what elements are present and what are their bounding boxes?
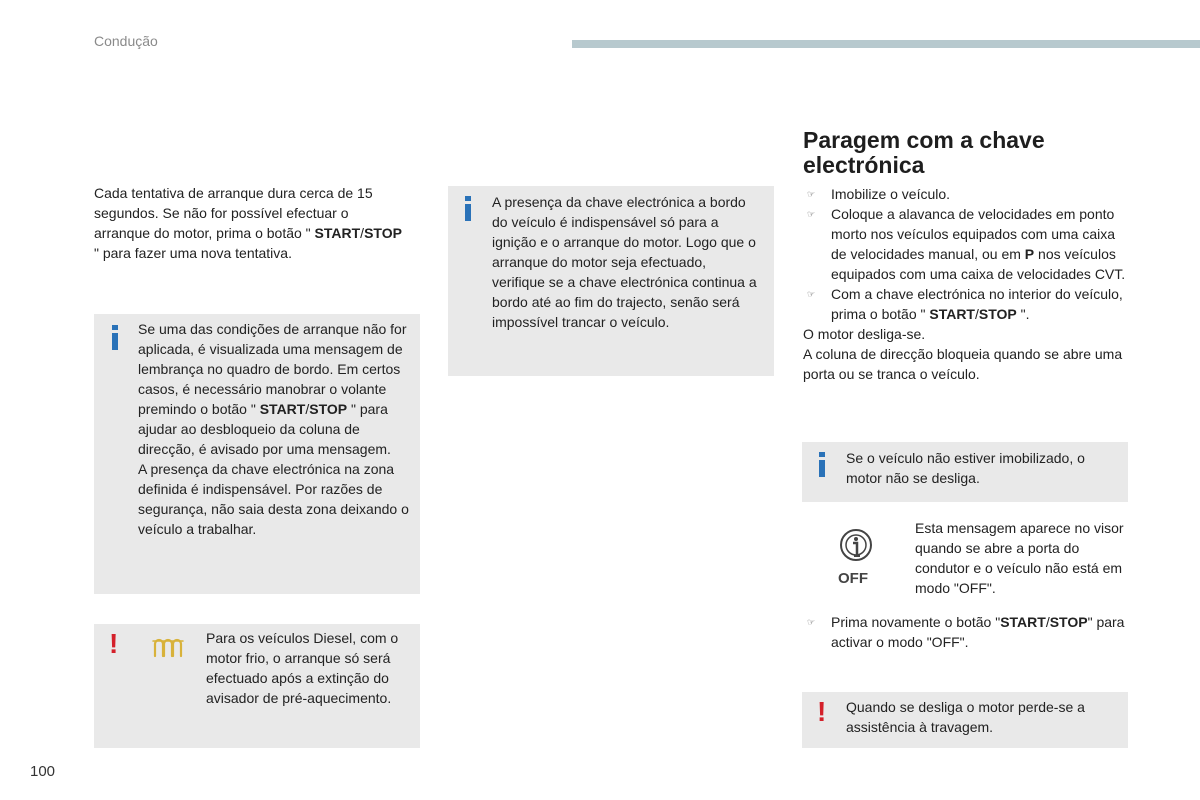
text: Prima novamente o botão ": [831, 614, 1001, 630]
slash: /: [360, 225, 365, 241]
info-icon: [818, 452, 827, 477]
start-label: START: [929, 306, 975, 322]
list-item: [803, 284, 1133, 324]
engine-off-text: O motor desliga-se.: [803, 326, 926, 342]
text: Com a chave electrónica no interior do veículo, prima o botão ": [831, 286, 1123, 322]
off-label: OFF: [838, 570, 868, 587]
warning-box-brake-assist-text: Quando se desliga o motor perde-se a assistência à travagem.: [846, 699, 1085, 735]
list-item: [803, 612, 1133, 652]
start-label: START: [1000, 614, 1046, 630]
info-icon: [111, 325, 120, 350]
info-box-key-presence-text: A presença da chave electrónica a bordo do veículo é indispensável só para a ignição e o arranque do motor. Logo que o arranque do motor seja efectuado, verifique se a chave electrónica continua a bordo até ao fim do trajecto, senão será impossível trancar o veículo.: [492, 194, 757, 330]
stop-label: STOP: [364, 225, 402, 241]
text: Cada tentativa de arranque dura cerca de 15 segundos. Se não for possível efectuar o arranque do motor, prima o botão ": [94, 185, 373, 241]
start-attempt-paragraph: [94, 183, 404, 263]
slash: /: [1045, 614, 1050, 630]
procedure-list-2: [803, 612, 1133, 652]
start-label: START: [314, 225, 361, 241]
section-heading: Paragem com a chave electrónica: [803, 127, 1045, 178]
text: " para ajudar ao desbloqueio da coluna de direcção, é avisado por uma mensagem.: [138, 401, 391, 457]
stop-label: STOP: [1049, 614, 1088, 630]
procedure-list: [803, 184, 1133, 384]
list-item: [803, 184, 1133, 204]
text: " para activar o modo "OFF".: [831, 614, 1125, 650]
slash: /: [974, 306, 979, 322]
warning-icon: !: [817, 696, 827, 727]
steering-lock-text: A coluna de direcção bloqueia quando se abre uma porta ou se tranca o veículo.: [803, 346, 1123, 382]
preheating-lamp-icon: [152, 638, 184, 658]
slash: /: [305, 401, 310, 417]
info-icon: [464, 196, 473, 221]
text: Se uma das condições de arranque não for aplicada, é visualizada uma mensagem de lembrança no quadro de bordo. Em certos casos, é necessário manobrar o volante premindo o botão ": [138, 321, 407, 417]
arrow-bullet-icon: ☞: [807, 209, 816, 219]
text: Coloque a alavanca de velocidades em ponto morto nos veículos equipados com uma caixa de velocidades manual, ou em: [831, 206, 1116, 262]
off-message-text: Esta mensagem aparece no visor quando se abre a porta do condutor e o veículo não está em modo "OFF".: [915, 520, 1124, 596]
stop-label: STOP: [309, 401, 348, 417]
text: Imobilize o veículo.: [831, 186, 951, 202]
list-item: [803, 204, 1133, 284]
arrow-bullet-icon: ☞: [807, 189, 816, 199]
stop-label: STOP: [978, 306, 1017, 322]
section-title: Condução: [94, 33, 158, 49]
arrow-bullet-icon: ☞: [807, 617, 816, 627]
text: " para fazer uma nova tentativa.: [94, 245, 292, 261]
page-number: 100: [30, 763, 56, 780]
warning-box-diesel-text: Para os veículos Diesel, com o motor frio, o arranque só será efectuado após a extinção do avisador de pré-aquecimento.: [206, 630, 399, 706]
start-label: START: [259, 401, 306, 417]
header-bar: [572, 40, 1200, 48]
info-box-start-conditions-text: [138, 319, 410, 539]
text: A presença da chave electrónica na zona definida é indispensável. Por razões de segurança, não saia desta zona deixando o veículo a trabalhar.: [138, 461, 409, 537]
arrow-bullet-icon: ☞: [807, 289, 816, 299]
info-box-not-immobilised-text: Se o veículo não estiver imobilizado, o motor não se desliga.: [846, 450, 1085, 486]
off-message-icon: [832, 526, 880, 564]
text: ".: [1016, 306, 1030, 322]
text: nos veículos equipados com uma caixa de velocidades CVT.: [831, 246, 1126, 282]
p-label: P: [1024, 246, 1035, 262]
warning-icon: !: [109, 628, 119, 659]
